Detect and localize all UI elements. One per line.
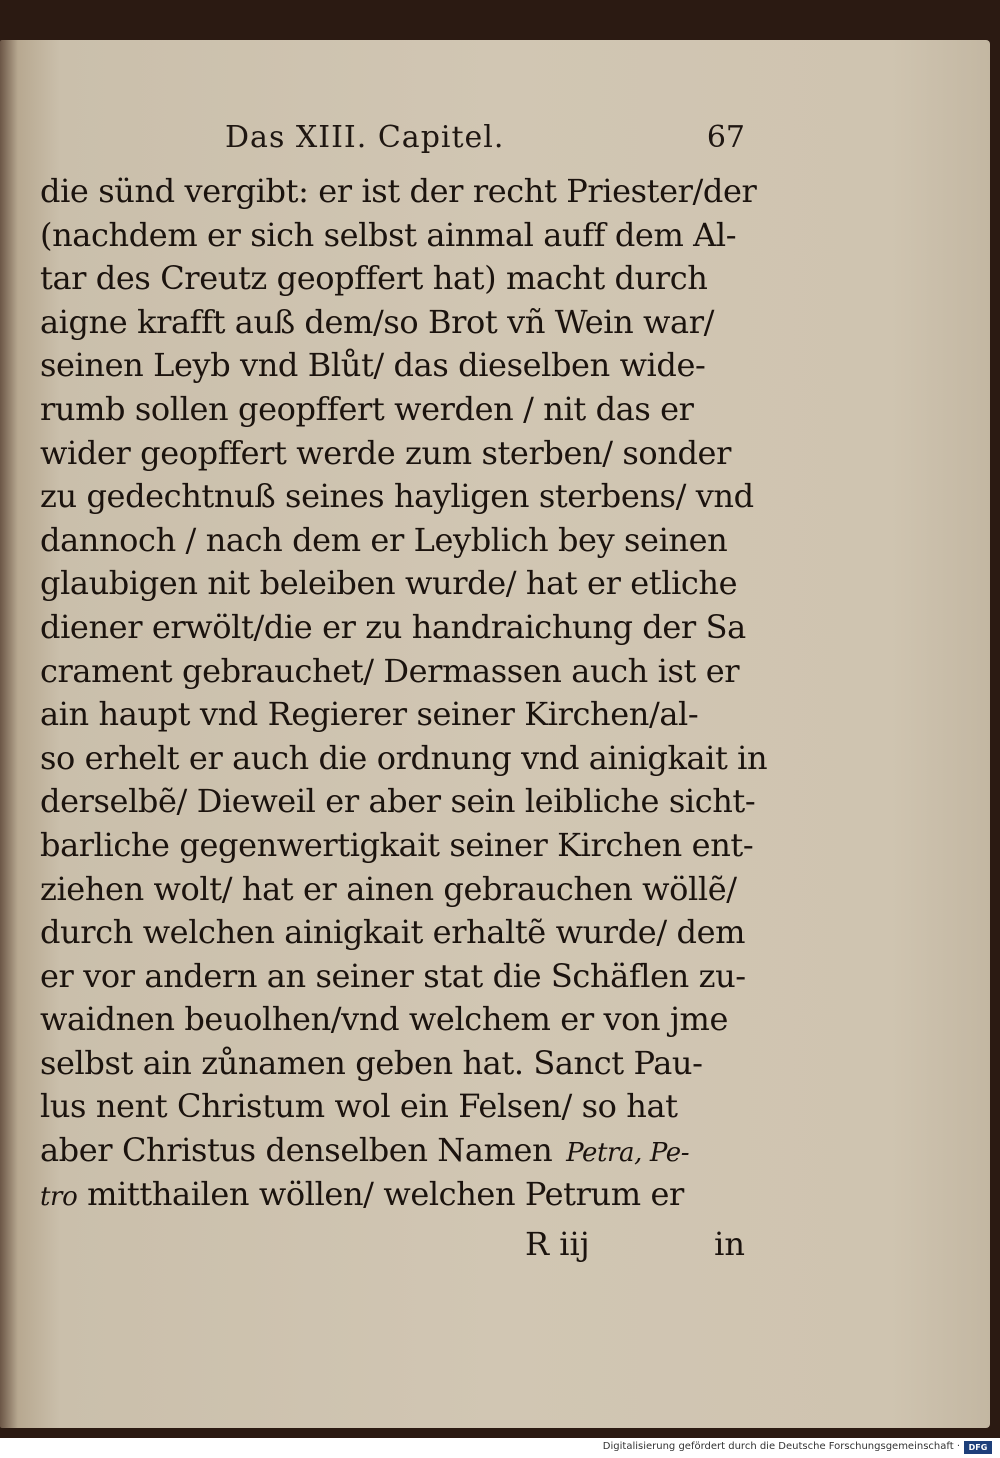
catchword: in	[714, 1225, 745, 1263]
dfg-logo-icon: DFG	[964, 1441, 992, 1454]
text-line: derselbẽ/ Dieweil er aber sein leibliche sicht-	[40, 782, 756, 821]
text-line: (nachdem er sich selbst ainmal auff dem Al-	[40, 215, 737, 254]
text-line: durch welchen ainigkait erhaltẽ wurde/ dem	[40, 913, 746, 952]
text-line-with-margin-note	[40, 1173, 755, 1217]
text-line: ziehen wolt/ hat er ainen gebrauchen wöllẽ/	[40, 869, 737, 908]
text-line: tar des Creutz geopffert hat) macht durch	[40, 259, 708, 298]
margin-note: Petra, Pe-	[566, 1138, 690, 1169]
text-line: seinen Leyb vnd Blůt/ das dieselben wide-	[40, 346, 706, 385]
text-line: lus nent Christum wol ein Felsen/ so hat	[40, 1087, 678, 1126]
margin-note: tro	[40, 1181, 78, 1212]
funding-credit: Digitalisierung gefördert durch die Deutsche Forschungsgemeinschaft ·	[602, 1441, 960, 1452]
text-line: dannoch / nach dem er Leyblich bey seinen	[40, 520, 728, 559]
signature-mark: R iij	[525, 1225, 590, 1263]
page-header	[225, 120, 745, 160]
text-line: crament gebrauchet/ Dermassen auch ist er	[40, 651, 740, 690]
text-line: waidnen beuolhen/vnd welchem er von jme	[40, 1000, 729, 1039]
text-line: ain haupt vnd Regierer seiner Kirchen/al-	[40, 695, 699, 734]
text-line: so erhelt er auch die ordnung vnd ainigkait in	[40, 738, 768, 777]
signature-line	[525, 1225, 745, 1269]
page-number: 67	[706, 120, 745, 155]
text-line-content: aber Christus denselben Namen	[40, 1131, 553, 1170]
text-line-content: mitthailen wöllen/ welchen Petrum er	[87, 1174, 684, 1213]
running-head: Das XIII. Capitel.	[225, 120, 505, 155]
text-line: die sünd vergibt: er ist der recht Priester/der	[40, 172, 757, 210]
text-line: zu gedechtnuß seines hayligen sterbens/ vnd	[40, 477, 754, 516]
text-line: glaubigen nit beleiben wurde/ hat er etliche	[40, 564, 738, 603]
text-line: selbst ain zůnamen geben hat. Sanct Pau-	[40, 1043, 703, 1082]
text-line: er vor andern an seiner stat die Schäflen zu-	[40, 956, 746, 995]
text-line: diener erwölt/die er zu handraichung der Sa	[40, 607, 746, 646]
body-text	[40, 170, 768, 1216]
footer-bar	[0, 1438, 1000, 1458]
text-line-with-margin-note	[40, 1129, 755, 1173]
text-line: rumb sollen geopffert werden / nit das er	[40, 389, 694, 428]
text-line: barliche gegenwertigkait seiner Kirchen ent-	[40, 825, 754, 864]
text-line: aigne krafft auß dem/so Brot vñ Wein war/	[40, 302, 714, 341]
text-line: wider geopffert werde zum sterben/ sonder	[40, 433, 731, 472]
